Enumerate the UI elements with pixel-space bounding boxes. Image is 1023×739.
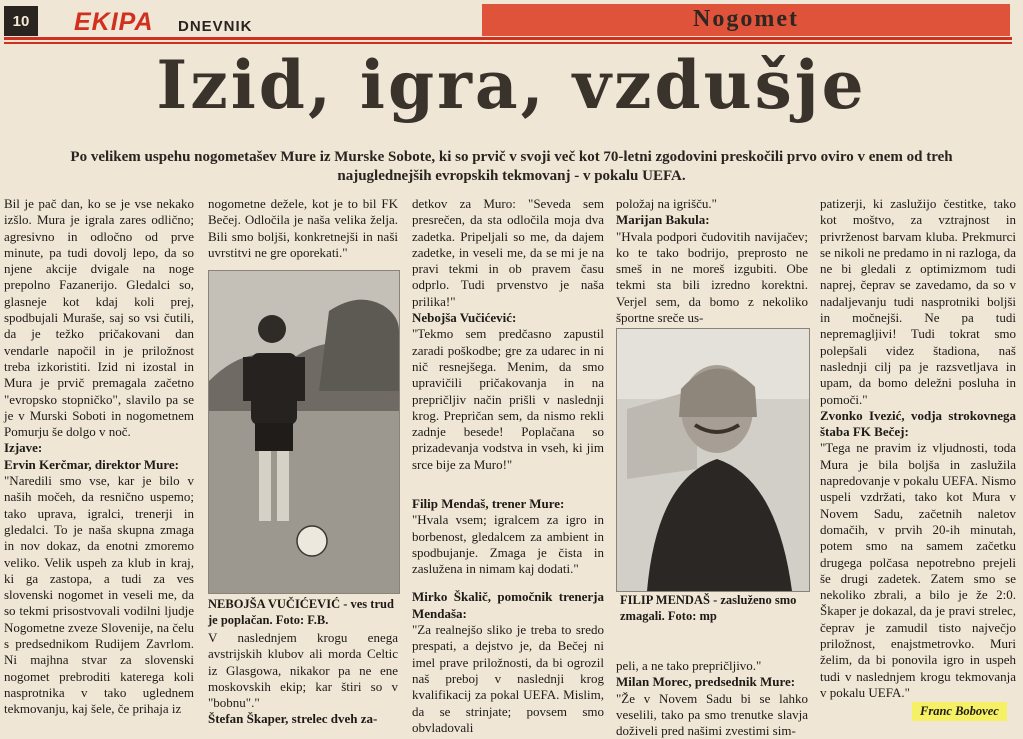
paragraph: "Za realnejšo sliko je treba to sredo prespati, a dejstvo je, da Bečej ni imel prave priložnosti, da bi ogrozil naš preboj v naslednji krog kvalifikacij za pokal UEFA. Mislim, da se strinjate; povsem smo obvladovali (412, 622, 604, 735)
column-5 (820, 196, 1016, 701)
paragraph: "Hvala vsem; igralcem za igro in borbenost, gledalcem za ambient in spodbujanje. Zmaga je čista in zaslužena in nimam kaj dodati." (412, 512, 604, 577)
quote-author: Marijan Bakula: (616, 212, 710, 228)
quote-author: Zvonko Ivezić, vodja strokovnega štaba FK Bečej: (820, 407, 1016, 440)
paragraph: "Hvala podpori čudovitih navijačev; ko te tako bodrijo, preprosto ne smeš in ne moreš izgubiti. Obe tekmi sta bili izredno korektni. Verjel sem, da bomo z nekoliko športne sreče us- (616, 228, 808, 326)
caption-text: NEBOJŠA VUČIĆEVIĆ - ves trud je poplačan. Foto: F.B. (208, 597, 394, 627)
paragraph: "Naredili smo vse, kar je bilo v naših močeh, da resnično uspemo; tako uprava, igralci, trenerji in gledalci. To je naša skupna zmaga in nov dokaz, da enotni zmoremo veliko. Velik uspeh za klub in kraj, ki ga zastopa, a tudi za ves slovenski nogomet in veseli me, da so tekmi prisostvovali vodilni ljudje Nogometne zveze Slovenije, na čelu s predsednikom Rudijem Zavrlom. Ni majhna stvar za slovenski nogomet prebroditi katerega koli nasprotnika v tako uglednem tekmovanju, kaj šele, če prihaja iz (4, 473, 194, 717)
page-number: 10 (4, 6, 38, 36)
brand-logo: EKIPA (74, 8, 154, 36)
headline: Izid, igra, vzdušje (156, 46, 867, 124)
subheading: Izjave: (4, 440, 43, 456)
caption-text: FILIP MENDAŠ - zasluženo smo zmagali. Foto: mp (620, 593, 797, 623)
section-band (482, 4, 1010, 36)
quote-author: Mirko Škalič, pomočnik trenerja Mendaša: (412, 589, 604, 621)
column-1 (4, 196, 194, 718)
paragraph: detkov za Muro: "Seveda sem presrečen, da sta odločila moja dva zadetka. Pripeljali so me, da dajem zadetke, in veseli me, da se mi je na pravi tekmi in ob pravem času odprlo. Tudi prvenstvo je naša prilika!" (412, 196, 604, 309)
photo-player (208, 270, 400, 594)
quote-author: Nebojša Vučićević: (412, 310, 517, 326)
quote-author: Filip Mendaš, trener Mure: (412, 496, 565, 511)
paragraph: V naslednjem krogu enega avstrijskih klubov ali morda Celtic iz Glasgowa, nikakor pa ne ene moskovskih ekip; kar štiri so v "bobnu"." (208, 630, 398, 711)
paragraph: "Tekmo sem predčasno zapustil zaradi poškodbe; gre za udarec in ni nič resnejšega. Menim, da smo upravičili pričakovanja in na prepričljiv način prišli v naslednji krog. Prepričan sem, da nismo rekli zadnje besede! Poplačana so prizadevanja vodstva in vseh, ki jim srce bije za Muro!" (412, 326, 604, 472)
quote-author: Milan Morec, predsednik Mure: (616, 674, 796, 690)
column-2 (208, 196, 398, 261)
article-deck: Po velikem uspehu nogometašev Mure iz Murske Sobote, ki so prvič v svoji več kot 70-letni zgodovini preskočili prvo oviro v enem od treh najuglednejših evropskih tekmovanj - v pokalu UEFA. (70, 149, 953, 184)
paragraph: Bil je pač dan, ko se je vse nekako izšlo. Mura je igrala zares odlično; agresivno in odločno od prve minute, pa tudi dovolj lepo, da so njene akcije dvigale na noge prepolno Fazanerijo. Gledalci so, glasneje kot kdaj koli prej, spodbujali Muraše, saj so vsi čutili, da je težko pričakovani dan vendarle napočil in je priložnost treba izkoristiti. Izid ni izostal in Mura je prvič premagala začetno "evropsko stopničko", slavilo pa se je v Murski Soboti in nogometnem Pomurju še dolgo v noč. (4, 196, 194, 440)
column-3 (412, 196, 604, 473)
section-label: Nogomet (693, 6, 799, 32)
column-2-lower (208, 630, 398, 728)
quote-author: Ervin Kerčmar, direktor Mure: (4, 456, 179, 472)
column-3-lower (412, 496, 604, 736)
quote-author: Štefan Škaper, strelec dveh za- (208, 711, 378, 727)
brand-subtitle: DNEVNIK (178, 18, 253, 35)
header-divider (4, 37, 1012, 40)
photo-coach (616, 328, 810, 592)
paragraph: nogometne dežele, kot je to bil FK Bečej. Odločila je naša velika želja. Bili smo boljši, konkretnejši in naši uvrstitvi ne gre oporekati." (208, 196, 398, 260)
header-divider-thin (4, 42, 1012, 44)
photo-caption (620, 592, 810, 624)
paragraph: peli, a ne tako prepričljivo." (616, 658, 762, 673)
paragraph: patizerji, ki zaslužijo čestitke, tako kot moštvo, za vztrajnost in privrženost barvam kluba. Prekmurci se nikoli ne predamo in ni razloga, da ne bi gledali z optimizmom tudi naprej, čeprav se zavedamo, da so v nadaljevanju tudi nasprotniki boljši in močnejši. Ne pa tudi nepremagljivi! Tudi tokrat smo polepšali videz štadiona, naš naslednji cilj pa je razsvetljava in upam, da bomo deležni posluha in pomoči." (820, 196, 1016, 407)
author-signature: Franc Bobovec (912, 702, 1007, 721)
column-4 (616, 196, 808, 326)
paragraph: "Že v Novem Sadu bi se lahko veselili, tako pa smo trenutke slavja doživeli pred našimi zvestimi sim- (616, 690, 808, 739)
paragraph: "Tega ne pravim iz vljudnosti, toda Mura je bila boljša in zaslužila napredovanje v pokalu UEFA. Nismo uspeli vzdržati, tako kot Mura v Novem Sadu, začetnih naletov domačih, v prvih 20-ih minutah, potem smo na samem začetku drugega polčasa nepotrebno prejeli še drugi zadetek. Zatem smo se nekoliko zbrali, a bilo je že 2:0. Škaper je dokazal, da je pravi strelec, čeprav je zamudil tisto največjo priložnost, enajstmetrovko. Muri želim, da bi ponovila igro in uspeh tudi v naslednjem krogu tekmovanja v pokalu UEFA." (820, 440, 1016, 700)
paragraph: položaj na igrišču." (616, 196, 717, 211)
column-4-lower (616, 658, 808, 739)
photo-caption (208, 596, 398, 628)
